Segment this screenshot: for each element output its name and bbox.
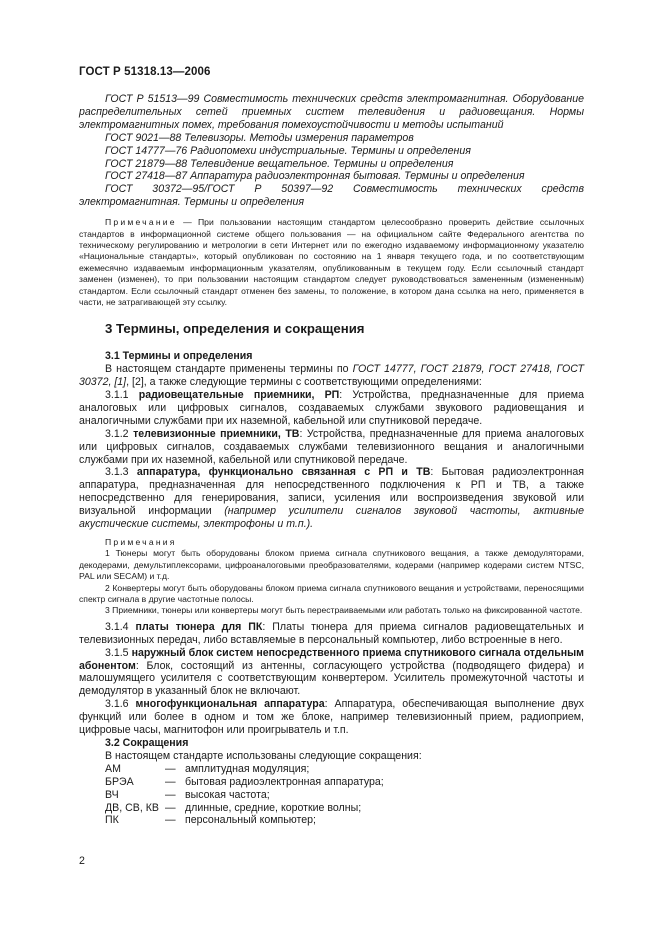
abbreviation-row xyxy=(105,789,384,802)
abbreviation: ПК xyxy=(105,814,119,827)
abbreviations-intro: В настоящем стандарте использованы следующие сокращения: xyxy=(105,749,422,762)
abbreviation-dash: — xyxy=(165,814,176,827)
note-item: 1 Тюнеры могут быть оборудованы блоком приема сигнала спутникового вещания, а также демодуляторами, декодерами, демультиплексорами, цифроаналоговыми преобразователями, кодерами (например кодерами систем NTSC, PAL или SECAM) и т.д. xyxy=(79,548,584,582)
term-name: многофункциональная аппаратура xyxy=(135,698,325,711)
terms-intro xyxy=(79,363,584,389)
term-name: телевизионные приемники, ТВ xyxy=(133,427,300,440)
term-definition: : Устройства, предназначенные для приема аналоговых или цифровых сигналов, создаваемых службами звукового радиовещания и аналогичными службами при их наземной, кабельной или спутниковой передаче. xyxy=(79,389,584,427)
abbreviation-definition: длинные, средние, короткие волны; xyxy=(185,801,362,814)
term-3-1-1 xyxy=(79,389,584,428)
page-content xyxy=(79,93,584,827)
term-3-1-4 xyxy=(79,621,584,647)
term-definition: : Платы тюнера для приема сигналов радиовещательных и телевизионных передач, либо вставляемые в персональный компьютер, либо встроенные в него. xyxy=(79,620,584,646)
subsection-title: 3.1 Термины и определения xyxy=(105,350,253,363)
term-number: 3.1.3 xyxy=(105,466,137,479)
term-definition: : Аппаратура, обеспечивающая выполнение двух функций или более в одном и том же блоке, например телевизионный прием, радиоприем, цифровые часы, магнитофон или проигрыватель и т.п. xyxy=(79,698,584,737)
note-item: 3 Приемники, тюнеры или конвертеры могут быть перестраиваемыми или работать только на фиксированной частоте. xyxy=(105,605,583,616)
abbreviations-table xyxy=(105,763,384,828)
term-number: 3.1.6 xyxy=(105,698,136,711)
abbreviation: БРЭА xyxy=(105,775,134,788)
subsection-title: 3.2 Сокращения xyxy=(105,737,189,749)
abbreviation-row xyxy=(105,776,384,789)
term-3-1-2 xyxy=(79,428,584,467)
term-number: 3.1.1 xyxy=(105,389,139,402)
term-number: 3.1.2 xyxy=(105,427,134,440)
normative-references xyxy=(79,93,584,209)
term-definition: : Устройства, предназначенные для приема аналоговых или цифровых сигналов, создаваемых службами телевизионного вещания и аналогичными службами при их наземной, кабельной или спутниковой передаче. xyxy=(79,427,584,466)
abbreviation-dash: — xyxy=(165,762,176,775)
abbreviation-definition: персональный компьютер; xyxy=(185,814,316,827)
abbreviation: АМ xyxy=(105,762,121,775)
term-definition: : Бытовая радиоэлектронная аппаратура, предназначенная для непосредственного подключения к РП и ТВ, а также непосредственно для генерирования, записи, усиления или воспроизведения звуковой или визуальной информации xyxy=(79,466,584,518)
intro-refs: ГОСТ 14777, ГОСТ 21879, ГОСТ 27418, ГОСТ 30372, [1] xyxy=(79,363,584,389)
abbreviation-definition: бытовая радиоэлектронная аппаратура; xyxy=(185,775,384,788)
page-number: 2 xyxy=(79,855,85,867)
reference-item: ГОСТ 14777—76 Радиопомехи индустриальные. Термины и определения xyxy=(105,144,471,157)
abbreviation-row xyxy=(105,763,384,776)
term-3-1-3 xyxy=(79,466,584,531)
reference-item: ГОСТ 9021—88 Телевизоры. Методы измерения параметров xyxy=(105,131,414,144)
section-title: 3 Термины, определения и сокращения xyxy=(105,321,365,337)
abbreviation: ВЧ xyxy=(105,788,119,801)
reference-item: ГОСТ 27418—87 Аппаратура радиоэлектронная бытовая. Термины и определения xyxy=(105,170,525,183)
term-name: платы тюнера для ПК xyxy=(135,620,263,633)
term-name: наружный блок систем непосредственного приема спутникового сигнала отдельным абонентом xyxy=(79,646,584,672)
intro-text: В настоящем стандарте применены термины по xyxy=(105,363,353,376)
reference-item: ГОСТ Р 51513—99 Совместимость технических средств электромагнитная. Оборудование распределительных сетей приемных систем телевидения и радиовещания. Нормы электромагнитных помех, требования помехоустойчивости и методы испытаний xyxy=(79,93,584,131)
abbreviation: ДВ, СВ, КВ xyxy=(105,801,159,814)
references-note xyxy=(79,217,584,308)
term-number: 3.1.4 xyxy=(105,620,136,633)
term-example: (например усилители сигналов звуковой частоты, активные акустические системы, электрофоны и т.п.). xyxy=(79,505,584,531)
reference-item: ГОСТ 21879—88 Телевидение вещательное. Термины и определения xyxy=(105,157,454,170)
term-number: 3.1.5 xyxy=(105,646,132,659)
notes-block xyxy=(79,537,584,617)
reference-item: ГОСТ 30372—95/ГОСТ Р 50397—92 Совместимость технических средств электромагнитная. Термины и определения xyxy=(79,183,584,209)
notes-label: Примечания xyxy=(105,537,177,547)
abbreviation-dash: — xyxy=(165,775,176,788)
abbreviation-definition: амплитудная модуляция; xyxy=(185,762,310,775)
abbreviation-dash: — xyxy=(165,788,176,801)
abbreviation-row xyxy=(105,814,384,827)
intro-text-end: , [2], а также следующие термины с соответствующими определениями: xyxy=(126,376,482,389)
term-definition: : Блок, состоящий из антенны, согласующего устройства (подводящего фидера) и малошумящего усилителя с соответствующим конвертером. Усилитель промежуточной частоты и демодулятор в указанный блок не включают. xyxy=(79,659,584,698)
note-label: Примечание xyxy=(105,217,177,228)
abbreviation-dash: — xyxy=(165,801,176,814)
note-text: — При пользовании настоящим стандартом целесообразно проверить действие ссылочных стандартов в информационной системе общего пользования — на официальном сайте Федерального агентства по техническому регулированию и метрологии в сети Интернет или по ежегодно издаваемому информационному указателю «Национальные стандарты», который опубликован по состоянию на 1 января текущего года, и по соответствующим ежемесячно издаваемым информационным указателям, опубликованным в текущем году. Если ссылочный стандарт заменен (изменен), то при пользовании настоящим стандартом следует руководствоваться замененным (измененным) стандартом. Если ссылочный стандарт отменен без замены, то положение, в котором дана ссылка на него, применяется в части, не затрагивающей эту ссылку. xyxy=(79,217,584,307)
abbreviation-definition: высокая частота; xyxy=(185,788,270,801)
term-name: радиовещательные приемники, РП xyxy=(138,389,340,402)
term-name: аппаратура, функционально связанная с РП и ТВ xyxy=(136,466,431,479)
term-3-1-6 xyxy=(79,698,584,737)
abbreviation-row xyxy=(105,802,384,815)
note-item: 2 Конвертеры могут быть оборудованы блоком приема сигнала спутникового вещания и устройствами, переносящими спектр сигнала в другие частотные полосы. xyxy=(79,582,584,605)
document-header: ГОСТ Р 51318.13—2006 xyxy=(79,66,211,78)
term-3-1-5 xyxy=(79,647,584,699)
